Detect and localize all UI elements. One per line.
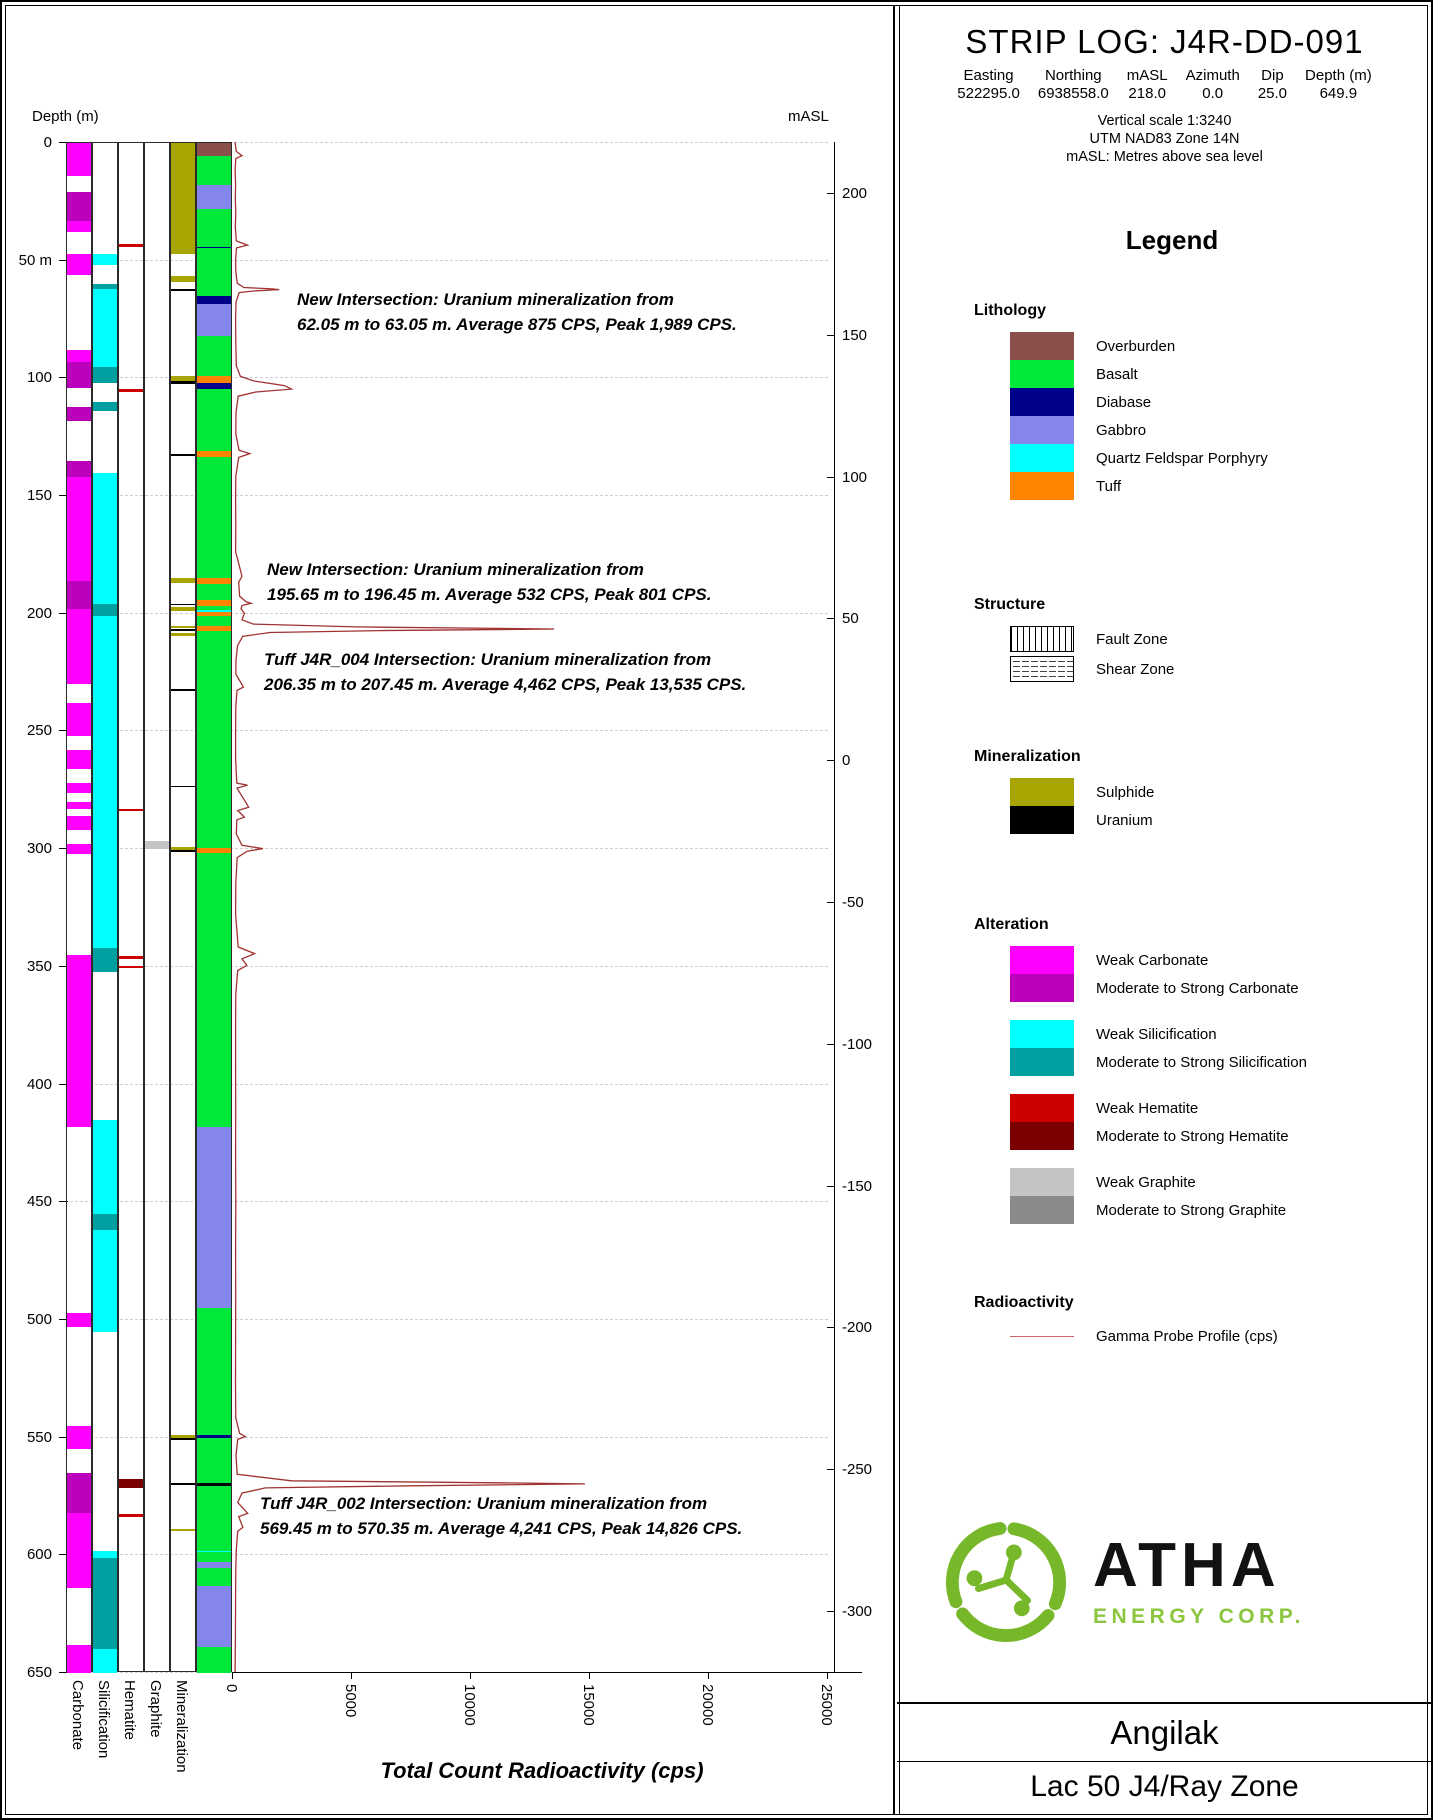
annotation-line: 569.45 m to 570.35 m. Average 4,241 CPS, Peak 14,826 CPS. <box>260 1519 743 1539</box>
legend-item <box>1010 416 1382 444</box>
legend-item-label: Moderate to Strong Silicification <box>1096 1053 1307 1071</box>
mineralization-interval-sulphide <box>171 276 195 282</box>
alteration-swatch <box>1010 1122 1074 1150</box>
depth-tick-label: 200 <box>26 604 52 622</box>
alteration-swatch <box>1010 946 1074 974</box>
lithology-column <box>196 142 232 1672</box>
column-label-silicification: Silicification <box>95 1680 112 1759</box>
legend-item <box>1010 360 1382 388</box>
silicification-interval-weak <box>93 1230 117 1331</box>
carbonate-interval-weak <box>67 844 91 853</box>
gamma-polyline <box>235 142 585 1672</box>
silicification-interval-weak <box>93 254 117 266</box>
legend-item <box>1010 974 1382 1002</box>
hematite-interval-weak <box>119 956 143 959</box>
alteration-swatch <box>1010 1048 1074 1076</box>
collar-field <box>957 67 1020 102</box>
column-hematite <box>118 142 144 1672</box>
scale-note: Vertical scale 1:3240 <box>1097 113 1232 129</box>
depth-tick-label: 400 <box>26 1075 52 1093</box>
carbonate-interval-weak <box>67 221 91 233</box>
depth-axis-label: Depth (m) <box>32 108 99 125</box>
column-mineralization <box>170 142 196 1672</box>
cps-tick-label: 20000 <box>699 1684 716 1726</box>
collar-field <box>1258 67 1287 102</box>
collar-field-value: 0.0 <box>1202 85 1224 102</box>
collar-field-value: 218.0 <box>1128 85 1166 102</box>
silicification-interval-strong <box>93 402 117 411</box>
mineralization-interval-uranium <box>171 629 195 632</box>
collar-info-table <box>897 67 1432 102</box>
carbonate-interval-weak <box>67 143 91 176</box>
legend-section-alteration <box>962 916 1382 1224</box>
depth-tick-label: 300 <box>26 840 52 858</box>
masl-tick <box>827 1327 834 1328</box>
legend-item-label: Moderate to Strong Hematite <box>1096 1127 1289 1145</box>
mineralization-interval-sulphide <box>171 607 195 612</box>
cps-tick <box>708 1672 709 1679</box>
legend-item-label: Weak Graphite <box>1096 1173 1196 1191</box>
alteration-swatch <box>1010 1196 1074 1224</box>
carbonate-interval-weak <box>67 1513 91 1588</box>
scale-note: UTM NAD83 Zone 14N <box>1089 131 1240 148</box>
mineralization-interval-uranium <box>171 381 195 383</box>
cps-tick-label: 5000 <box>342 1684 359 1718</box>
mineralization-interval-uranium <box>171 1438 195 1440</box>
legend-item <box>1010 946 1382 974</box>
lithology-interval-basalt <box>197 209 231 247</box>
lithology-interval-basalt <box>197 336 231 376</box>
mineralization-interval-sulphide <box>171 1529 195 1531</box>
carbonate-interval-strong <box>67 362 91 388</box>
carbonate-interval-weak <box>67 1426 91 1450</box>
lithology-interval-basalt <box>197 584 231 599</box>
carbonate-interval-weak <box>67 750 91 769</box>
cps-tick-label: 10000 <box>461 1684 478 1726</box>
cps-tick <box>827 1672 828 1679</box>
masl-axis-label: mASL <box>788 108 829 125</box>
masl-tick-label: 200 <box>842 185 868 203</box>
masl-tick <box>827 335 834 336</box>
silicification-interval-weak <box>93 1120 117 1214</box>
silicification-interval-weak <box>93 616 117 948</box>
lithology-interval-gabbro <box>197 304 231 336</box>
zone-name: Lac 50 J4/Ray Zone <box>1030 1770 1299 1803</box>
alteration-swatch <box>1010 1020 1074 1048</box>
cps-tick <box>470 1672 471 1679</box>
alteration-swatch <box>1010 1168 1074 1196</box>
legend-item-label: Moderate to Strong Carbonate <box>1096 979 1299 997</box>
collar-field-value: 6938558.0 <box>1037 85 1109 102</box>
legend-item <box>1010 444 1382 472</box>
annotation-line: Tuff J4R_004 Intersection: Uranium mineralization from <box>264 650 712 670</box>
gamma-line-swatch <box>1010 1336 1074 1337</box>
depth-tick-label: 100 <box>26 369 52 387</box>
carbonate-interval-weak <box>67 783 91 792</box>
legend-item <box>1010 1122 1382 1150</box>
lithology-swatch <box>1010 472 1074 500</box>
legend-item-label: Basalt <box>1096 365 1138 383</box>
carbonate-interval-weak <box>67 254 91 275</box>
legend-item <box>1010 1328 1382 1345</box>
legend-section-header: Alteration <box>974 916 1049 933</box>
masl-tick-label: 0 <box>842 752 851 770</box>
carbonate-interval-weak <box>67 816 91 830</box>
collar-field <box>1038 67 1109 102</box>
mineralization-interval-uranium <box>171 786 195 788</box>
depth-tick-label: 350 <box>26 957 52 975</box>
column-label-graphite: Graphite <box>147 1680 164 1738</box>
masl-tick <box>827 1186 834 1187</box>
depth-tick-label: 550 <box>26 1428 52 1446</box>
footer-divider <box>897 1761 1432 1762</box>
lithology-swatch <box>1010 360 1074 388</box>
lithology-interval-basalt <box>197 1647 231 1673</box>
legend-item <box>1010 1196 1382 1224</box>
masl-tick-label: -50 <box>842 894 864 912</box>
masl-tick-label: 150 <box>842 326 868 344</box>
column-label-mineralization: Mineralization <box>173 1680 190 1773</box>
mineralization-interval-uranium <box>171 289 195 291</box>
hematite-interval-weak <box>119 244 143 247</box>
cps-tick-label: 25000 <box>818 1684 835 1726</box>
masl-tick <box>827 1469 834 1470</box>
legend-item-label: Gabbro <box>1096 421 1147 439</box>
collar-field <box>1127 67 1168 102</box>
lithology-interval-gabbro <box>197 1127 231 1308</box>
dashes-pattern-swatch <box>1010 656 1074 682</box>
lithology-swatch <box>1010 332 1074 360</box>
legend-item-label: Weak Hematite <box>1096 1099 1199 1117</box>
depth-tick-label: 650 <box>26 1663 52 1681</box>
legend-item <box>1010 656 1382 682</box>
lithology-interval-diabase <box>197 296 231 304</box>
scale-notes <box>897 112 1432 166</box>
mineralization-interval-uranium <box>171 689 195 691</box>
hematite-interval-weak <box>119 966 143 969</box>
legend-item-label: Quartz Feldspar Porphyry <box>1096 449 1268 467</box>
masl-axis-line <box>834 142 835 1672</box>
column-label-carbonate: Carbonate <box>69 1680 86 1751</box>
carbonate-interval-strong <box>67 192 91 220</box>
lithology-interval-basalt <box>197 156 231 185</box>
mineralization-interval-sulphide <box>171 578 195 583</box>
legend-item-label: Weak Carbonate <box>1096 951 1209 969</box>
masl-tick-label: -100 <box>842 1035 873 1053</box>
lithology-interval-basalt <box>197 853 231 1127</box>
collar-field-value: 25.0 <box>1257 85 1288 102</box>
masl-tick-label: 50 <box>842 610 859 628</box>
project-name: Angilak <box>1110 1714 1219 1751</box>
legend-item-label: Fault Zone <box>1096 630 1168 648</box>
collar-field-value: 522295.0 <box>957 85 1020 102</box>
legend-section-lithology <box>962 302 1382 500</box>
lithology-interval-basalt <box>197 1486 231 1550</box>
legend-section-mineralization <box>962 748 1382 834</box>
intersection-annotation <box>267 558 711 607</box>
legend-item-label: Sulphide <box>1096 783 1155 801</box>
column-graphite <box>144 142 170 1672</box>
lithology-interval-basalt <box>197 1308 231 1435</box>
lithology-interval-basalt <box>197 1568 231 1586</box>
column-label-hematite: Hematite <box>121 1680 138 1741</box>
graphite-interval-weak <box>145 841 169 849</box>
masl-tick <box>827 760 834 761</box>
hematite-interval-strong <box>119 1479 143 1488</box>
hematite-interval-weak <box>119 389 143 392</box>
masl-tick-label: -300 <box>842 1602 873 1620</box>
footer <box>897 1702 1432 1820</box>
collar-field-value: 649.9 <box>1319 85 1358 102</box>
carbonate-interval-weak <box>67 609 91 684</box>
legend-item <box>1010 806 1382 834</box>
legend-item <box>1010 472 1382 500</box>
masl-tick <box>827 193 834 194</box>
carbonate-interval-strong <box>67 461 91 477</box>
lithology-interval-gabbro <box>197 185 231 209</box>
lithology-swatch <box>1010 444 1074 472</box>
silicification-interval-weak <box>93 473 117 605</box>
depth-tick-label: 50 m <box>18 251 52 269</box>
silicification-interval-strong <box>93 948 117 972</box>
carbonate-interval-weak <box>67 986 91 1127</box>
legend-title: Legend <box>1125 225 1219 255</box>
masl-tick-label: -150 <box>842 1177 873 1195</box>
legend-item-label: Tuff <box>1096 477 1122 495</box>
company-logo-block <box>937 1513 1397 1651</box>
silicification-interval-strong <box>93 1214 117 1230</box>
lithology-interval-basalt <box>197 457 231 578</box>
carbonate-interval-weak <box>67 350 91 362</box>
carbonate-interval-strong <box>67 1473 91 1513</box>
alteration-swatch <box>1010 1094 1074 1122</box>
mineralization-interval-uranium <box>171 454 195 456</box>
legend-item-label: Uranium <box>1096 811 1153 829</box>
legend-item <box>1010 1168 1382 1196</box>
masl-tick <box>827 902 834 903</box>
silicification-interval-weak <box>93 1551 117 1558</box>
depth-tick-label: 450 <box>26 1193 52 1211</box>
collar-field-label: Northing <box>1044 67 1102 84</box>
legend-section-header: Structure <box>974 596 1046 613</box>
collar-field-label: Easting <box>963 67 1014 84</box>
brand-subtitle: ENERGY CORP. <box>1093 1605 1305 1628</box>
masl-tick <box>827 1611 834 1612</box>
mineralization-interval-sulphide <box>171 143 195 254</box>
legend-item-label: Gamma Probe Profile (cps) <box>1096 1328 1278 1345</box>
strip-log-panel <box>2 2 893 1816</box>
legend <box>962 225 1382 1345</box>
legend-item-label: Overburden <box>1096 337 1176 355</box>
carbonate-interval-weak <box>67 477 91 581</box>
mineralization-interval-uranium <box>171 604 195 606</box>
silicification-interval-strong <box>93 367 117 383</box>
cps-tick-label: 0 <box>223 1684 240 1693</box>
info-panel <box>897 5 1432 1702</box>
legend-item-label: Weak Silicification <box>1096 1025 1217 1043</box>
lithology-interval-overburden <box>197 143 231 156</box>
atha-logo-icon <box>937 1513 1075 1651</box>
column-carbonate <box>66 142 92 1672</box>
legend-item <box>1010 626 1382 652</box>
masl-tick-label: -200 <box>842 1319 873 1337</box>
legend-item <box>1010 332 1382 360</box>
legend-section-header: Mineralization <box>974 748 1081 765</box>
legend-section-structure <box>962 596 1382 682</box>
legend-section-radioactivity <box>962 1294 1382 1345</box>
depth-tick-label: 500 <box>26 1310 52 1328</box>
legend-item-label: Moderate to Strong Graphite <box>1096 1201 1287 1219</box>
collar-field <box>1305 67 1372 102</box>
cps-tick <box>232 1672 233 1679</box>
depth-tick-label: 600 <box>26 1546 52 1564</box>
intersection-annotation <box>264 648 746 697</box>
carbonate-interval-weak <box>67 1313 91 1327</box>
carbonate-interval-weak <box>67 1645 91 1673</box>
masl-tick <box>827 618 834 619</box>
legend-item-label: Diabase <box>1096 393 1152 411</box>
lithology-swatch <box>1010 416 1074 444</box>
legend-item <box>1010 388 1382 416</box>
carbonate-interval-weak <box>67 703 91 736</box>
annotation-line: New Intersection: Uranium mineralization from <box>297 290 674 310</box>
page-title: STRIP LOG: J4R-DD-091 <box>965 23 1364 60</box>
legend-section-header: Lithology <box>974 302 1046 319</box>
collar-field-label: mASL <box>1126 67 1168 84</box>
legend-section-header: Radioactivity <box>974 1294 1074 1311</box>
cps-tick <box>351 1672 352 1679</box>
mineralization-swatch <box>1010 806 1074 834</box>
lithology-interval-gabbro <box>197 1586 231 1647</box>
annotation-line: 62.05 m to 63.05 m. Average 875 CPS, Peak 1,989 CPS. <box>297 315 737 335</box>
legend-item <box>1010 778 1382 806</box>
intersection-annotation <box>260 1492 742 1541</box>
lithology-interval-tuff <box>197 376 231 383</box>
scale-note: mASL: Metres above sea level <box>1066 149 1263 166</box>
annotation-line: New Intersection: Uranium mineralization from <box>267 560 644 580</box>
collar-field-label: Depth (m) <box>1305 67 1372 84</box>
annotation-line: Tuff J4R_002 Intersection: Uranium mineralization from <box>260 1494 708 1514</box>
depth-tick-label: 250 <box>26 722 52 740</box>
hematite-interval-weak <box>119 809 143 811</box>
cps-tick <box>589 1672 590 1679</box>
legend-item-label: Shear Zone <box>1096 660 1175 678</box>
lithology-swatch <box>1010 388 1074 416</box>
cps-axis-title: Total Count Radioactivity (cps) <box>380 1758 704 1783</box>
lithology-interval-basalt <box>197 616 231 625</box>
collar-field-label: Dip <box>1261 67 1284 84</box>
collar-field-label: Azimuth <box>1185 67 1240 84</box>
alteration-swatch <box>1010 974 1074 1002</box>
vlines-pattern-swatch <box>1010 626 1074 652</box>
masl-tick-label: 100 <box>842 468 868 486</box>
intersection-annotation <box>297 288 737 337</box>
annotation-line: 195.65 m to 196.45 m. Average 532 CPS, Peak 801 CPS. <box>267 585 712 605</box>
brand-name: ATHA <box>1093 1531 1281 1600</box>
silicification-interval-weak <box>93 1649 117 1673</box>
cps-axis-line <box>232 1672 862 1673</box>
collar-field <box>1186 67 1240 102</box>
lithology-interval-basalt <box>197 1552 231 1562</box>
mineralization-interval-uranium <box>171 1483 195 1485</box>
silicification-interval-weak <box>93 289 117 367</box>
masl-tick-label: -250 <box>842 1461 873 1479</box>
carbonate-interval-strong <box>67 581 91 609</box>
masl-tick <box>827 1044 834 1045</box>
lithology-interval-basalt <box>197 248 231 296</box>
silicification-interval-strong <box>93 1558 117 1650</box>
mineralization-interval-sulphide <box>171 633 195 637</box>
cps-tick-label: 15000 <box>580 1684 597 1726</box>
mineralization-interval-sulphide <box>171 376 195 381</box>
silicification-interval-strong <box>93 604 117 616</box>
legend-item <box>1010 1048 1382 1076</box>
mineralization-interval-uranium <box>171 850 195 852</box>
column-silicification <box>92 142 118 1672</box>
legend-item <box>1010 1094 1382 1122</box>
mineralization-swatch <box>1010 778 1074 806</box>
lithology-interval-basalt <box>197 389 231 451</box>
carbonate-interval-weak <box>67 955 91 986</box>
lithology-interval-basalt <box>197 1438 231 1483</box>
legend-item <box>1010 1020 1382 1048</box>
lithology-interval-basalt <box>197 631 231 848</box>
depth-tick-label: 0 <box>43 134 52 151</box>
hematite-interval-weak <box>119 1514 143 1517</box>
carbonate-interval-strong <box>67 407 91 421</box>
carbonate-interval-weak <box>67 802 91 809</box>
annotation-line: 206.35 m to 207.45 m. Average 4,462 CPS, Peak 13,535 CPS. <box>264 674 747 694</box>
masl-tick <box>827 477 834 478</box>
depth-tick-label: 150 <box>26 487 52 505</box>
